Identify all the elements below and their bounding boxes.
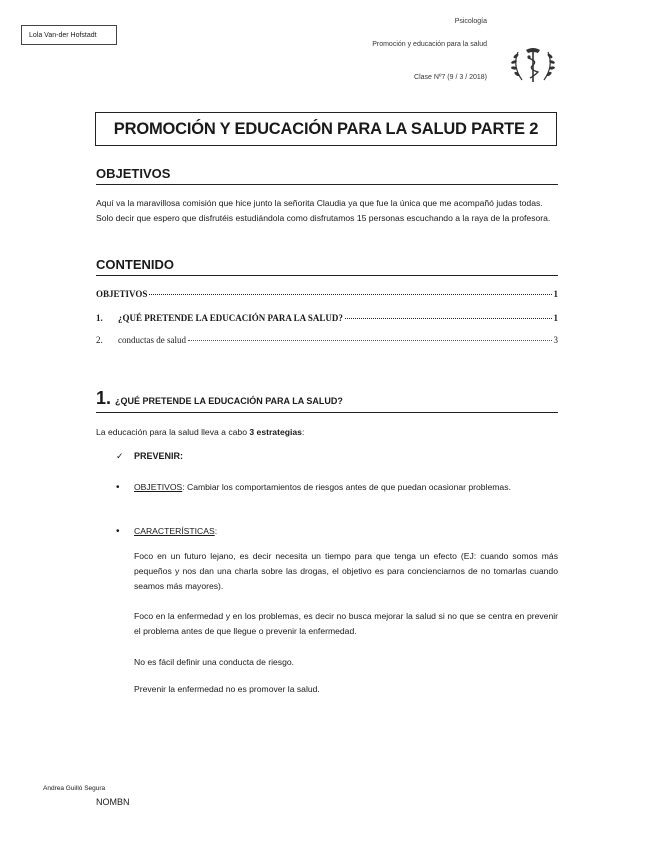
objectives-text: Aquí va la maravillosa comisión que hice junto la señorita Claudia ya que fue la única que me acompañó judas todas. Solo decir que espero que disfrutéis estudiándola como disfrutamos 15 personas escuchando a la raya de la profesora.	[96, 198, 551, 223]
toc-page: 1	[553, 289, 558, 299]
toc-index: 2.	[96, 335, 103, 345]
header-subject: Psicología	[454, 18, 487, 25]
header-topic: Promoción y educación para la salud	[372, 41, 487, 48]
toc-entry-section-1[interactable]	[96, 313, 558, 323]
caduceus-laurel-emblem-icon	[508, 40, 558, 88]
intro-prefix: La educación para la salud lleva a cabo	[96, 427, 250, 437]
prevent-label: PREVENIR:	[134, 451, 184, 461]
bullet-icon: •	[116, 526, 120, 537]
toc-leader	[345, 318, 552, 319]
paragraph-prevention-vs-promotion: Prevenir la enfermedad no es promover la salud.	[134, 684, 320, 694]
section-1-heading	[96, 388, 558, 413]
prevent-item	[116, 451, 183, 462]
contents-heading: CONTENIDO	[96, 257, 558, 276]
objectives-heading: OBJETIVOS	[96, 166, 558, 185]
bullet-objectives	[116, 480, 558, 495]
toc-leader	[188, 340, 552, 341]
paragraph-future-focus: Foco en un futuro lejano, es decir necesita un tiempo para que tenga un efecto (EJ: cuando somos más pequeños y nos dan una charla sobre las drogas, el objetivo es para concienciarnos de no tomarlas cuando seamos más mayores).	[134, 551, 558, 591]
toc-label-text: conductas de salud	[118, 335, 186, 345]
section-title: ¿QUÉ PRETENDE LA EDUCACIÓN PARA LA SALUD?	[115, 396, 343, 406]
toc-leader	[149, 294, 551, 295]
bullet-characteristics	[116, 524, 558, 539]
paragraph-disease-focus: Foco en la enfermedad y en los problemas, es decir no busca mejorar la salud si no que se centra en prevenir el problema antes de que llegue o prevenir la enfermedad.	[134, 611, 558, 636]
checkmark-icon: ✓	[116, 451, 124, 461]
section-number: 1.	[96, 388, 112, 408]
bullet-label: CARACTERÍSTICAS	[134, 526, 215, 536]
toc-label-text: ¿QUÉ PRETENDE LA EDUCACIÓN PARA LA SALUD?	[118, 313, 343, 323]
toc-label: OBJETIVOS	[96, 289, 148, 299]
document-title: PROMOCIÓN Y EDUCACIÓN PARA LA SALUD PARTE 2	[95, 112, 557, 146]
toc-page: 3	[553, 335, 558, 345]
toc-page: 1	[553, 313, 558, 323]
bullet-label: OBJETIVOS	[134, 482, 183, 492]
toc-entry-objectives[interactable]	[96, 289, 558, 299]
toc-index: 1.	[96, 313, 103, 323]
bullet-icon: •	[116, 482, 120, 493]
intro-suffix: :	[301, 427, 305, 437]
toc-label	[96, 313, 343, 323]
footer-author: Andrea Guilló Segura	[43, 785, 106, 792]
toc-label	[96, 335, 186, 345]
bullet-text	[134, 480, 558, 495]
author-box: Lola Van-der Hofstadt	[21, 25, 117, 45]
toc-entry-section-2[interactable]	[96, 335, 558, 345]
paragraph-risk-definition: No es fácil definir una conducta de riesgo.	[134, 657, 295, 667]
bullet-body: : Cambiar los comportamientos de riesgos antes de que puedan ocasionar problemas.	[182, 482, 511, 492]
intro-bold: 3 estrategias	[249, 427, 302, 437]
bullet-text	[134, 524, 558, 539]
section-1-intro	[96, 425, 558, 440]
header-class-info: Clase Nº7 (9 / 3 / 2018)	[414, 74, 487, 81]
bullet-body: :	[214, 526, 218, 536]
footer-code: NOMBN	[96, 797, 130, 807]
